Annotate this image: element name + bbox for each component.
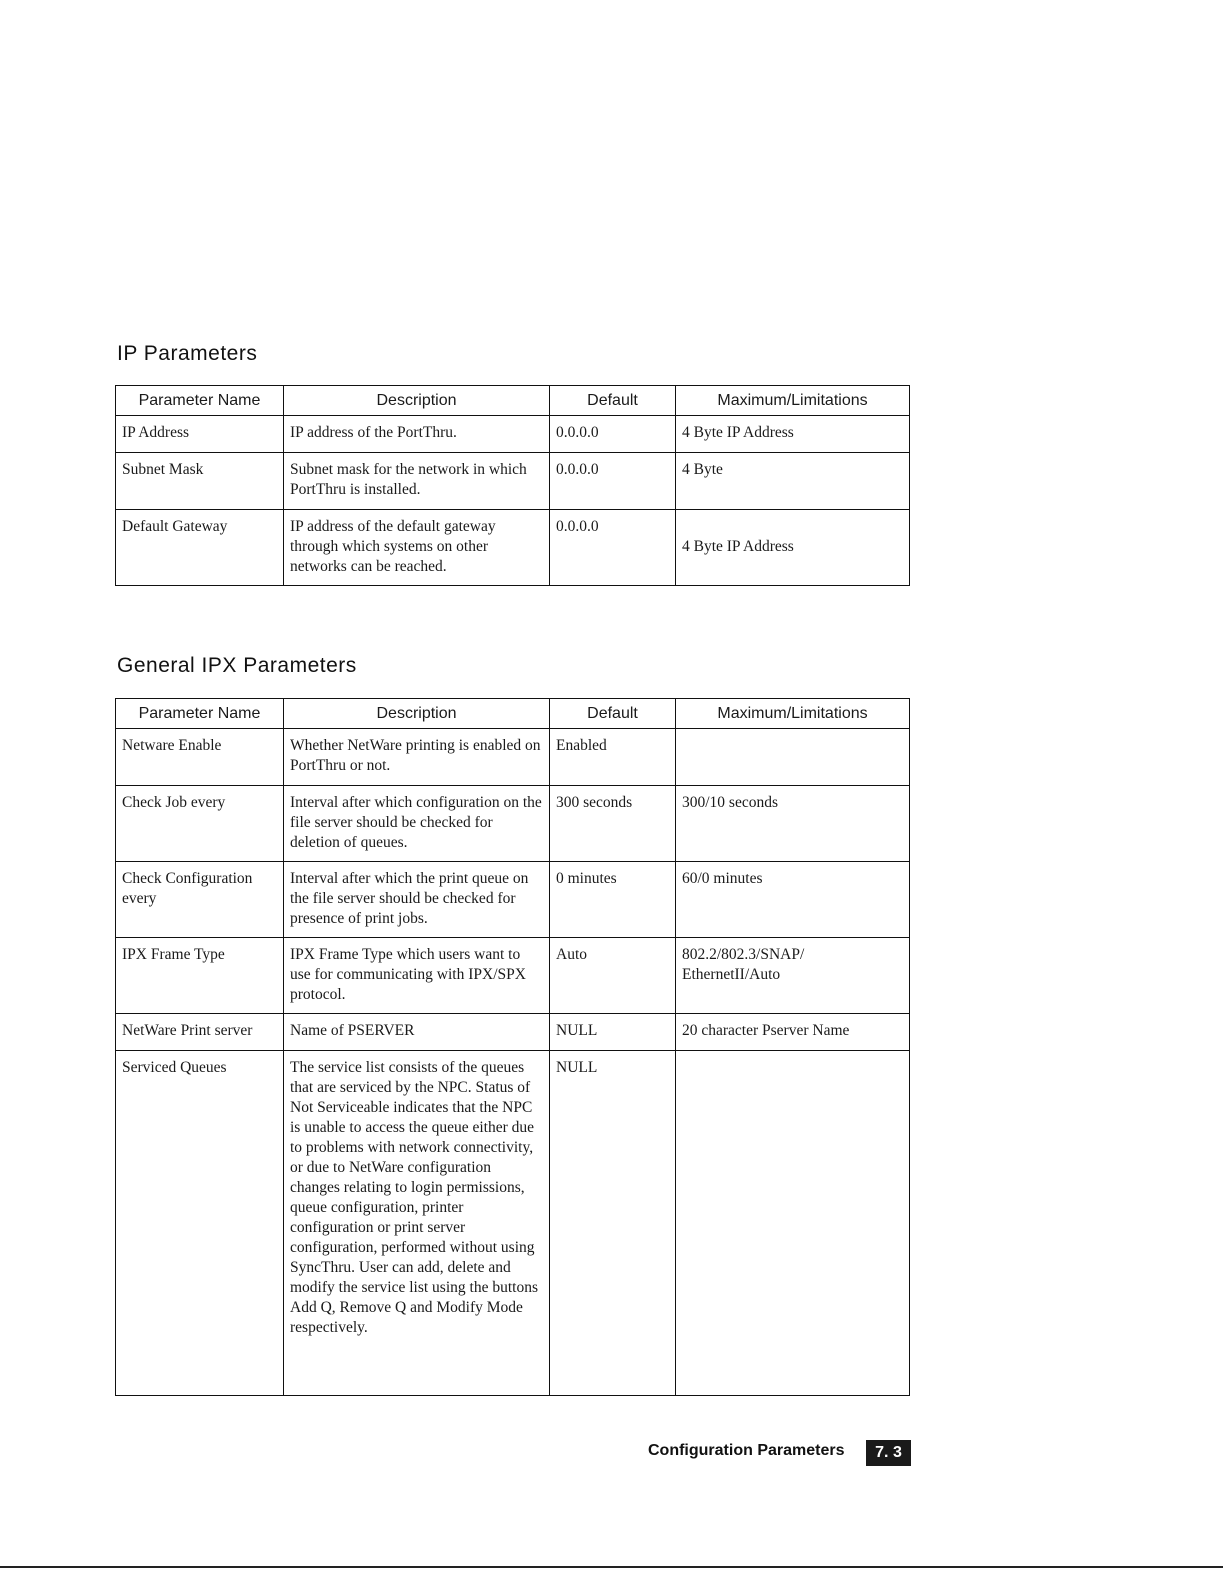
cell-parameter-name: Check Job every: [116, 786, 284, 862]
cell-parameter-name: NetWare Print server: [116, 1014, 284, 1051]
cell-default: 0 minutes: [550, 862, 676, 938]
cell-parameter-name: Default Gateway: [116, 510, 284, 586]
footer-section-label: Configuration Parameters: [648, 1442, 845, 1459]
cell-default: Auto: [550, 938, 676, 1014]
cell-parameter-name: IPX Frame Type: [116, 938, 284, 1014]
header-description: Description: [284, 699, 550, 729]
table-header-row: [116, 386, 910, 416]
header-default: Default: [550, 386, 676, 416]
header-maximum-limitations: Maximum/Limitations: [676, 699, 910, 729]
table-row: [116, 416, 910, 453]
cell-default: Enabled: [550, 729, 676, 786]
cell-description: Whether NetWare printing is enabled on PortThru or not.: [284, 729, 550, 786]
cell-description: IPX Frame Type which users want to use for communicating with IPX/SPX protocol.: [284, 938, 550, 1014]
cell-parameter-name: Netware Enable: [116, 729, 284, 786]
cell-description: IP address of the PortThru.: [284, 416, 550, 453]
cell-description: The service list consists of the queues that are serviced by the NPC. Status of Not Serviceable indicates that the NPC is unable to access the queue either due to problems with network connectivity, or due to NetWare configuration changes relating to login permissions, queue configuration, printer configuration or print server configuration, performed without using SyncThru. User can add, delete and modify the service list using the buttons Add Q, Remove Q and Modify Mode respectively.: [284, 1051, 550, 1396]
table-row: [116, 1051, 910, 1396]
cell-maximum: 4 Byte IP Address: [676, 510, 910, 586]
header-maximum-limitations: Maximum/Limitations: [676, 386, 910, 416]
cell-default: 0.0.0.0: [550, 510, 676, 586]
cell-default: 0.0.0.0: [550, 453, 676, 510]
cell-maximum: [676, 729, 910, 786]
cell-default: NULL: [550, 1014, 676, 1051]
table-row: [116, 453, 910, 510]
cell-default: 0.0.0.0: [550, 416, 676, 453]
header-parameter-name: Parameter Name: [116, 386, 284, 416]
table-row: [116, 862, 910, 938]
cell-maximum: 20 character Pserver Name: [676, 1014, 910, 1051]
cell-default: NULL: [550, 1051, 676, 1396]
table-row: [116, 510, 910, 586]
table-row: [116, 938, 910, 1014]
cell-maximum: 60/0 minutes: [676, 862, 910, 938]
cell-maximum: 802.2/802.3/SNAP/ EthernetII/Auto: [676, 938, 910, 1014]
header-parameter-name: Parameter Name: [116, 699, 284, 729]
cell-parameter-name: Subnet Mask: [116, 453, 284, 510]
cell-description: IP address of the default gateway through which systems on other networks can be reached.: [284, 510, 550, 586]
cell-parameter-name: IP Address: [116, 416, 284, 453]
cell-parameter-name: Check Configuration every: [116, 862, 284, 938]
cell-default: 300 seconds: [550, 786, 676, 862]
bottom-rule: [0, 1566, 1223, 1568]
ipx-parameters-title: General IPX Parameters: [117, 654, 357, 677]
ipx-parameters-table: [115, 698, 910, 1396]
table-row: [116, 1014, 910, 1051]
table-header-row: [116, 699, 910, 729]
cell-parameter-name: Serviced Queues: [116, 1051, 284, 1396]
header-default: Default: [550, 699, 676, 729]
cell-maximum: 4 Byte: [676, 453, 910, 510]
cell-description: Name of PSERVER: [284, 1014, 550, 1051]
cell-description: Interval after which the print queue on the file server should be checked for presence of print jobs.: [284, 862, 550, 938]
header-description: Description: [284, 386, 550, 416]
cell-description: Interval after which configuration on the file server should be checked for deletion of queues.: [284, 786, 550, 862]
cell-maximum: 4 Byte IP Address: [676, 416, 910, 453]
table-row: [116, 786, 910, 862]
table-row: [116, 729, 910, 786]
ip-parameters-title: IP Parameters: [117, 342, 258, 365]
page-number-badge: 7. 3: [866, 1440, 911, 1466]
cell-maximum: 300/10 seconds: [676, 786, 910, 862]
cell-maximum: [676, 1051, 910, 1396]
cell-description: Subnet mask for the network in which PortThru is installed.: [284, 453, 550, 510]
ip-parameters-table: [115, 385, 910, 586]
